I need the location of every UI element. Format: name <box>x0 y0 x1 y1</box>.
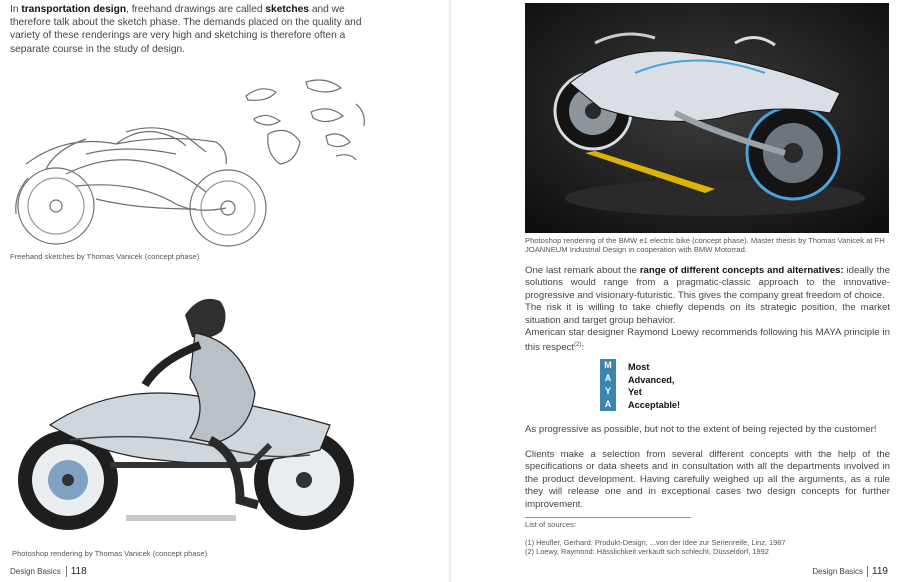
maya-word: Acceptable! <box>628 399 681 410</box>
freehand-sketch-image <box>6 74 381 249</box>
maya-letter: Y <box>604 386 611 396</box>
right-page <box>450 0 900 582</box>
maya-word: Most <box>628 362 650 372</box>
rendering-caption: Photoshop rendering by Thomas Vanicek (concept phase) <box>12 549 208 558</box>
progressive-paragraph: As progressive as possible, but not to the extent of being rejected by the customer! <box>525 424 877 435</box>
risk-paragraph: The risk it is willing to take chiefly depends on its strategic position, the market situation and target group behavior. <box>525 302 890 326</box>
clients-paragraph: Clients make a selection from several different concepts with the help of the specifications or data sheets and in consultation with all the departments involved in the product development. Having carefully weighed up all the arguments, as a rule they will release one and in exceptional cases two design concepts for further improvement. <box>525 449 890 510</box>
maya-letter: A <box>604 373 612 383</box>
sources-list <box>525 538 785 556</box>
page-number: 118 <box>66 566 87 577</box>
footnote-ref: (2) <box>574 342 582 349</box>
maya-word: Advanced, <box>628 374 675 385</box>
footer-right <box>812 566 888 577</box>
bmw-e1-caption: Photoshop rendering of the BMW e1 electric bike (concept phase). Master thesis by Thomas Vanicek at FH JOANNEUM Industrial Design in cooperation with BMW Motorrad. <box>525 236 885 255</box>
range-paragraph: One last remark about the range of different concepts and alternatives: ideally the solutions would range from a pragmatic-classic approach to the innovative-progressive and visionary-futuristic. This gives the company great freedom of choice. <box>525 265 890 301</box>
maya-letter: M <box>604 360 612 370</box>
source-item: (2) Loewy, Raymond: Hässlichkeit verkauft sich schlecht, Düsseldorf, 1992 <box>525 547 769 557</box>
sources-divider <box>525 517 691 518</box>
body-text <box>525 265 890 355</box>
page-number: 119 <box>867 566 888 577</box>
maya-letter-column <box>600 359 616 411</box>
maya-letter: A <box>604 399 612 409</box>
footer-label: Design Basics <box>812 567 864 576</box>
maya-word-column <box>628 359 680 411</box>
sources-title: List of sources: <box>525 520 577 529</box>
maya-word: Yet <box>628 387 642 397</box>
source-item: (1) Heufler, Gerhard: Produkt-Design, ...von der Idee zur Serienreife, Linz, 1987 <box>525 538 786 547</box>
maya-diagram <box>600 359 680 411</box>
bmw-e1-rendering-image <box>525 3 889 233</box>
footer-label: Design Basics <box>10 567 61 576</box>
sketch-caption: Freehand sketches by Thomas Vanicek (concept phase) <box>10 252 200 261</box>
footer-left <box>10 566 87 577</box>
intro-paragraph: In transportation design, freehand drawings are called sketches and we therefore talk about the sketch phase. The demands placed on the quality and variety of these renderings are very high and sketching is therefore often a separate course in the study of design. <box>10 4 362 55</box>
loewy-paragraph: American star designer Raymond Loewy recommends following his MAYA principle in this respect$^{(2)}$: <box>525 327 890 354</box>
rider-rendering-image <box>10 275 375 545</box>
